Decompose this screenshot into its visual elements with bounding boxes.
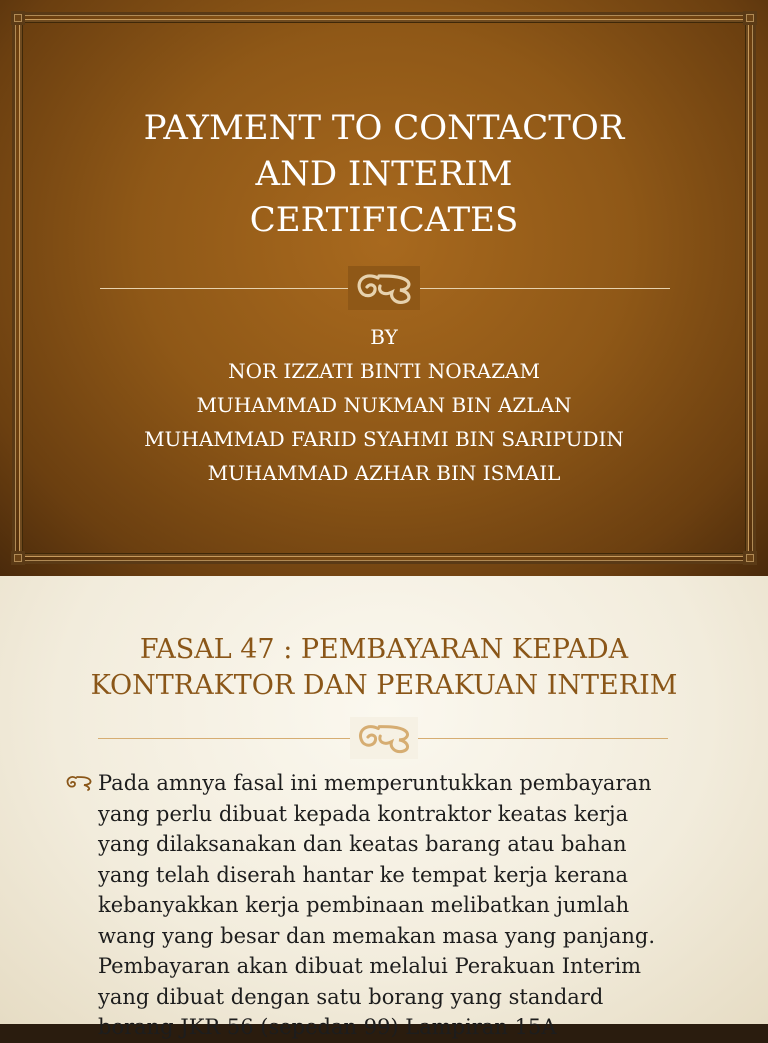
- bullet-text-line: kebanyakkan kerja pembinaan melibatkan jumlah: [98, 893, 630, 917]
- bullet-text-line: borang JKR 56 (sepedan 99) Lampiran 15A: [98, 1015, 557, 1039]
- slide-title-line: CERTIFICATES: [249, 200, 519, 240]
- content-slide: [0, 576, 768, 1039]
- author-name: MUHAMMAD NUKMAN BIN AZLAN: [196, 393, 572, 417]
- bullet-text-line: yang dibuat dengan satu borang yang standard: [98, 984, 604, 1009]
- flourish-ornament-icon-graphic: [350, 717, 418, 759]
- author-list: [60, 320, 708, 490]
- slide-heading-line: FASAL 47 : PEMBAYARAN KEPADA: [139, 634, 629, 665]
- bullet-text-line: yang perlu dibuat kepada kontraktor keatas kerja: [98, 801, 629, 826]
- scroll-bullet-icon: [64, 773, 94, 796]
- slide-title-line: PAYMENT TO CONTACTOR: [143, 108, 625, 148]
- bullet-text-line: wang yang besar dan memakan masa yang panjang.: [98, 923, 656, 948]
- slide-heading: [30, 632, 738, 704]
- slide-title: [60, 105, 708, 243]
- frame-corner: [743, 11, 757, 25]
- author-name: MUHAMMAD AZHAR BIN ISMAIL: [207, 461, 561, 485]
- frame-corner: [743, 551, 757, 565]
- slide-title-line: AND INTERIM: [255, 154, 513, 194]
- bullet-text: [98, 768, 724, 1043]
- bullet-point: [64, 768, 724, 1043]
- frame-corner: [11, 11, 25, 25]
- author-name: MUHAMMAD FARID SYAHMI BIN SARIPUDIN: [144, 427, 624, 451]
- frame-corner: [11, 551, 25, 565]
- bullet-text-line: Pembayaran akan dibuat melalui Perakuan Interim: [98, 954, 642, 978]
- bullet-text-line: Pada amnya fasal ini memperuntukkan pembayaran: [98, 771, 652, 795]
- flourish-ornament-icon-graphic: [348, 266, 420, 310]
- flourish-ornament-icon: [350, 717, 418, 759]
- author-by-label: BY: [370, 325, 398, 349]
- bullet-text-line: yang telah diserah hantar ke tempat kerja kerana: [98, 862, 629, 887]
- slide-heading-line: KONTRAKTOR DAN PERAKUAN INTERIM: [90, 670, 678, 701]
- author-name: NOR IZZATI BINTI NORAZAM: [228, 359, 540, 383]
- scroll-bullet-icon-graphic: [64, 773, 94, 791]
- bullet-text-line: yang dilaksanakan dan keatas barang atau bahan: [98, 832, 627, 856]
- flourish-ornament-icon: [348, 266, 420, 310]
